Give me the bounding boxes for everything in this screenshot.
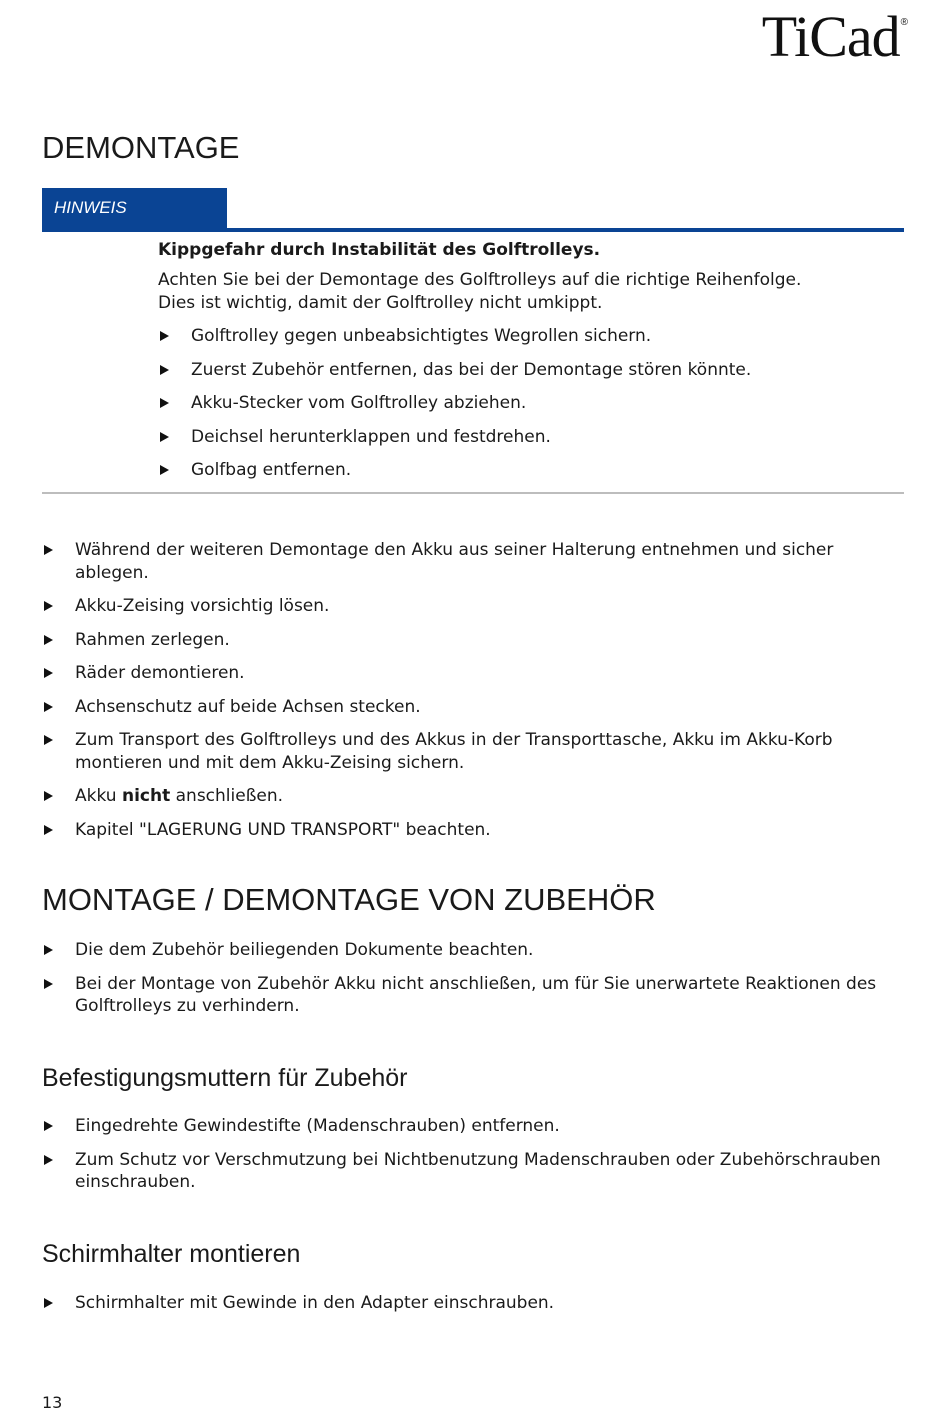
schirm-step-list	[42, 1292, 912, 1326]
list-item-text: Zum Transport des Golftrolleys und des Akkus in der Transporttasche, Akku im Akku-Korb montieren und mit dem Akku-Zeising sichern.	[75, 730, 833, 773]
list-item-text: Räder demontieren.	[75, 663, 245, 683]
bullet-triangle-icon	[44, 1155, 53, 1165]
list-item	[42, 1292, 912, 1315]
list-item	[42, 539, 912, 584]
list-item	[42, 729, 912, 774]
bullet-triangle-icon	[44, 1121, 53, 1131]
list-item-text: Eingedrehte Gewindestifte (Madenschrauben) entfernen.	[75, 1116, 560, 1136]
heading-zubehoer: MONTAGE / DEMONTAGE VON ZUBEHÖR	[42, 882, 656, 917]
bullet-triangle-icon	[44, 791, 53, 801]
bullet-triangle-icon	[160, 365, 169, 375]
emphasis-text: nicht	[121, 786, 171, 806]
list-item-text: Golftrolley gegen unbeabsichtigtes Wegrollen sichern.	[191, 326, 652, 346]
notice-body-line-1: Achten Sie bei der Demontage des Golftrolleys auf die richtige Reihenfolge.	[158, 270, 802, 290]
notice-title	[158, 239, 600, 262]
bullet-triangle-icon	[44, 979, 53, 989]
list-item	[42, 1115, 912, 1138]
ticad-logo	[761, 4, 907, 69]
bullet-triangle-icon	[44, 635, 53, 645]
list-item-text: Golfbag entfernen.	[191, 460, 352, 480]
notice-step-list	[158, 325, 898, 493]
muttern-step-list	[42, 1115, 912, 1205]
list-item	[42, 696, 912, 719]
list-item-text: Zum Schutz vor Verschmutzung bei Nichtbenutzung Madenschrauben oder Zubehörschrauben einschrauben.	[75, 1149, 881, 1192]
page-number: 13	[42, 1393, 63, 1412]
list-item-text: Zuerst Zubehör entfernen, das bei der Demontage stören könnte.	[191, 359, 752, 380]
list-item	[158, 359, 898, 382]
notice-body	[158, 269, 801, 314]
bullet-triangle-icon	[44, 735, 53, 745]
list-item	[42, 595, 912, 618]
notice-body-line-2: Dies ist wichtig, damit der Golftrolley nicht umkippt.	[158, 292, 603, 313]
bullet-triangle-icon	[160, 331, 169, 341]
list-item-text: Kapitel "LAGERUNG UND TRANSPORT" beachten.	[75, 819, 491, 840]
heading-schirmhalter: Schirmhalter montieren	[42, 1240, 301, 1268]
notice-label: HINWEIS	[42, 188, 227, 228]
list-item-text: Akku	[75, 786, 122, 806]
list-item	[42, 1149, 912, 1194]
list-item	[42, 819, 912, 842]
zubehoer-step-list	[42, 939, 912, 1029]
bullet-triangle-icon	[44, 1298, 53, 1308]
list-item-text: Akku-Zeising vorsichtig lösen.	[75, 596, 330, 616]
bullet-triangle-icon	[44, 668, 53, 678]
heading-befestigungsmuttern: Befestigungsmuttern für Zubehör	[42, 1064, 408, 1092]
bullet-triangle-icon	[44, 702, 53, 712]
bullet-triangle-icon	[44, 545, 53, 555]
list-item-text: Während der weiteren Demontage den Akku aus seiner Halterung entnehmen und sicher ablegen.	[75, 540, 834, 583]
list-item-text: anschließen.	[170, 786, 284, 806]
bullet-triangle-icon	[44, 601, 53, 611]
list-item	[158, 426, 898, 449]
registered-mark: ®	[900, 17, 907, 28]
bullet-triangle-icon	[160, 465, 169, 475]
list-item	[158, 325, 898, 348]
list-item	[158, 392, 898, 415]
list-item	[42, 629, 912, 652]
bullet-triangle-icon	[44, 825, 53, 835]
bullet-triangle-icon	[160, 432, 169, 442]
demontage-step-list	[42, 539, 912, 852]
bullet-triangle-icon	[44, 945, 53, 955]
list-item	[42, 939, 912, 962]
notice-rule	[42, 228, 904, 232]
bullet-triangle-icon	[160, 398, 169, 408]
logo-text: TiCad	[761, 4, 900, 69]
list-item-text: Achsenschutz auf beide Achsen stecken.	[75, 696, 421, 717]
list-item-text: Bei der Montage von Zubehör Akku nicht anschließen, um für Sie unerwartete Reaktionen des Golftrolleys zu verhindern.	[75, 973, 877, 1016]
list-item-text: Schirmhalter mit Gewinde in den Adapter einschrauben.	[75, 1293, 555, 1313]
notice-end-divider	[42, 492, 904, 494]
list-item-text: Die dem Zubehör beiliegenden Dokumente beachten.	[75, 940, 534, 960]
list-item-text: Rahmen zerlegen.	[75, 629, 230, 650]
list-item	[158, 459, 898, 482]
notice-title-text: Kippgefahr durch Instabilität des Golftrolleys.	[158, 240, 601, 260]
list-item-text: Akku-Stecker vom Golftrolley abziehen.	[191, 393, 527, 413]
list-item-text: Deichsel herunterklappen und festdrehen.	[191, 426, 551, 447]
list-item	[42, 973, 912, 1018]
heading-demontage: DEMONTAGE	[42, 130, 240, 165]
list-item	[42, 662, 912, 685]
list-item	[42, 785, 912, 808]
